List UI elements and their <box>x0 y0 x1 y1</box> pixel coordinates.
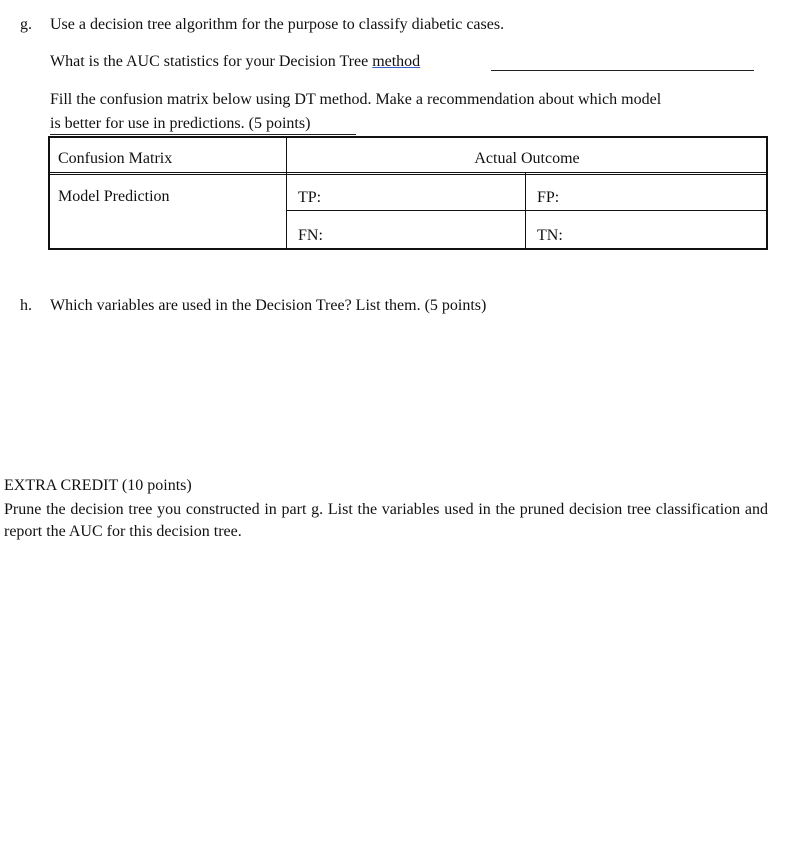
cm-cell-fp[interactable]: FP: <box>537 189 560 206</box>
extra-credit-title: EXTRA CREDIT (10 points) <box>4 477 192 494</box>
cm-cell-fn[interactable]: FN: <box>298 227 323 244</box>
auc-answer-blank[interactable] <box>491 70 754 71</box>
question-g-marker: g. <box>20 16 32 33</box>
table-border-top <box>48 136 768 138</box>
auc-prompt-underlined-word: method <box>372 53 421 70</box>
confusion-instructions-line2: is better for use in predictions. (5 points) <box>50 115 311 132</box>
cm-header-right: Actual Outcome <box>474 150 580 167</box>
table-divider-col2 <box>525 173 526 250</box>
confusion-instructions-line1: Fill the confusion matrix below using DT method. Make a recommendation about which model <box>50 91 662 108</box>
extra-credit-body: Prune the decision tree you constructed in part g. List the variables used in the pruned decision tree classification and report the AUC for this decision tree. <box>4 501 768 540</box>
table-divider-header-a <box>48 172 768 173</box>
auc-prompt-prefix: What is the AUC statistics for your Decision Tree <box>50 53 373 70</box>
table-border-bottom <box>48 248 768 250</box>
cm-row-label: Model Prediction <box>58 188 170 205</box>
question-h-text: Which variables are used in the Decision Tree? List them. (5 points) <box>50 297 487 314</box>
confusion-matrix-table <box>48 136 768 250</box>
table-border-left <box>48 136 50 250</box>
cm-cell-tp[interactable]: TP: <box>298 189 322 206</box>
auc-prompt <box>50 53 420 71</box>
cm-header-left: Confusion Matrix <box>58 150 173 167</box>
question-h-marker: h. <box>20 297 32 314</box>
question-g-text: Use a decision tree algorithm for the purpose to classify diabetic cases. <box>50 16 505 33</box>
cm-cell-tn[interactable]: TN: <box>537 227 563 244</box>
instructions-underline <box>50 134 356 135</box>
table-divider-header-b <box>48 174 768 175</box>
table-divider-row2 <box>286 210 768 211</box>
